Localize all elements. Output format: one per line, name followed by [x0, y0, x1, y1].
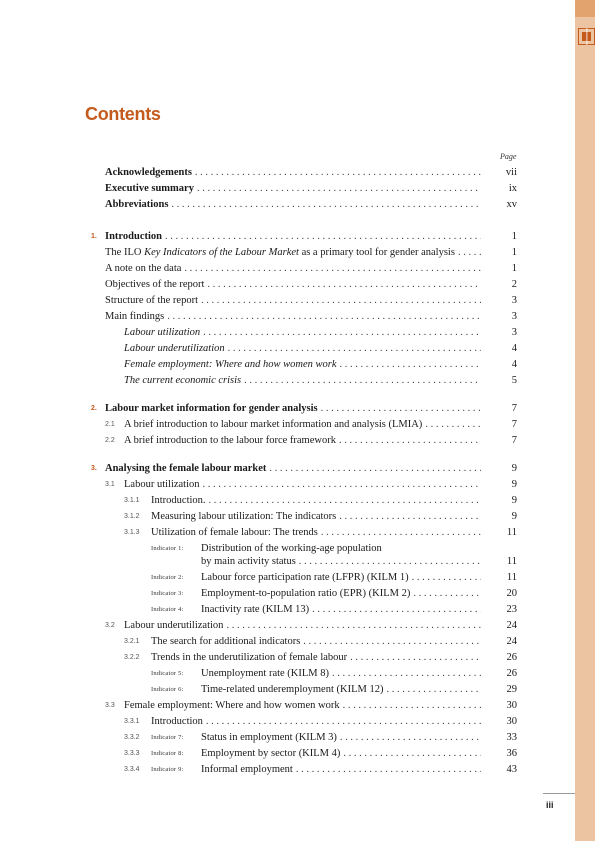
chapter-number: 3.: [91, 465, 97, 472]
section-number: 3.3.3: [124, 750, 140, 757]
section-number: 3.1.3: [124, 529, 140, 536]
toc-entry-economic-crisis[interactable]: [0, 375, 575, 389]
chapter-number: 2.: [91, 405, 97, 412]
toc-entry-labour-utilization[interactable]: [0, 327, 575, 341]
leader-dots: [203, 327, 481, 338]
indicator-number: Indicator 1:: [151, 545, 184, 552]
toc-title: Analysing the female labour market: [105, 463, 267, 474]
toc-section-3-3-4[interactable]: [0, 764, 575, 778]
leader-dots: [299, 556, 481, 567]
toc-page: 30: [506, 716, 517, 727]
section-number: 2.1: [105, 421, 115, 428]
toc-page: 1: [511, 231, 517, 242]
toc-title: Introduction: [105, 231, 162, 242]
toc-page: 3: [511, 295, 517, 306]
section-number: 3.2.2: [124, 654, 140, 661]
toc-page: 7: [511, 403, 517, 414]
toc-title: Labour underutilization: [124, 343, 225, 354]
toc-title: Employment by sector (KILM 4): [201, 748, 341, 759]
leader-dots: [195, 167, 481, 178]
leader-dots: [386, 684, 481, 695]
leader-dots: [244, 375, 481, 386]
toc-page: 3: [511, 311, 517, 322]
toc-title: Trends in the underutilization of female labour: [151, 652, 348, 663]
toc-entry-executive-summary[interactable]: [0, 183, 575, 197]
toc-title: Introduction.: [151, 495, 206, 506]
leader-dots: [413, 588, 481, 599]
toc-page: 33: [506, 732, 517, 743]
toc-entry-ilo-kilm[interactable]: [0, 247, 575, 261]
toc-page: 9: [511, 479, 517, 490]
toc-title: Utilization of female labour: The trends: [151, 527, 318, 538]
toc-title: by main activity status: [201, 556, 296, 567]
toc-page: 26: [506, 652, 517, 663]
section-number: 3.2: [105, 622, 115, 629]
toc-section-3-2[interactable]: [0, 620, 575, 634]
section-number: 3.3.2: [124, 734, 140, 741]
toc-page: ix: [508, 183, 517, 194]
toc-entry-structure[interactable]: [0, 295, 575, 309]
leader-dots: [203, 479, 481, 490]
toc-page: 7: [511, 435, 517, 446]
leader-dots: [171, 199, 481, 210]
toc-title: Labour market information for gender analysis: [105, 403, 318, 414]
indicator-number: Indicator 6:: [151, 686, 184, 693]
toc-entry-acknowledgements[interactable]: [0, 167, 575, 181]
folio-rule: [543, 793, 575, 794]
leader-dots: [350, 652, 481, 663]
toc-indicator-1-line-1[interactable]: [0, 543, 575, 557]
toc-title: Abbreviations: [105, 199, 169, 210]
chapter-number: 1.: [91, 233, 97, 240]
toc-indicator-1-line-2[interactable]: [0, 556, 575, 570]
toc-title: Executive summary: [105, 183, 194, 194]
toc-title: Female employment: Where and how women work: [124, 359, 337, 370]
indicator-number: Indicator 9:: [151, 766, 184, 773]
toc-indicator-6[interactable]: [0, 684, 575, 698]
leader-dots: [339, 511, 481, 522]
toc-page: vii: [505, 167, 517, 178]
toc-page: 3: [511, 327, 517, 338]
indicator-number: Indicator 7:: [151, 734, 184, 741]
toc-entry-female-employment[interactable]: [0, 359, 575, 373]
toc-section-3-3-1[interactable]: [0, 716, 575, 730]
toc-entry-labour-underutilization[interactable]: [0, 343, 575, 357]
leader-dots: [165, 231, 481, 242]
toc-title: Informal employment: [201, 764, 293, 775]
toc-section-3-3-2[interactable]: [0, 732, 575, 746]
toc-title: Labour force participation rate (LFPR) (KILM 1): [201, 572, 409, 583]
toc-page: 43: [506, 764, 517, 775]
toc-entry-note-on-data[interactable]: [0, 263, 575, 277]
toc-title: Labour utilization: [124, 479, 200, 490]
leader-dots: [209, 495, 481, 506]
toc-title: Labour underutilization: [124, 620, 224, 631]
toc-page: xv: [506, 199, 517, 210]
toc-title: Inactivity rate (KILM 13): [201, 604, 310, 615]
leader-dots: [296, 764, 481, 775]
leader-dots: [206, 716, 481, 727]
leader-dots: [321, 527, 481, 538]
section-number: 3.1.2: [124, 513, 140, 520]
toc-page: 4: [511, 359, 517, 370]
leader-dots: [197, 183, 481, 194]
section-number: 3.3.4: [124, 766, 140, 773]
indicator-number: Indicator 8:: [151, 750, 184, 757]
toc-page: 11: [506, 556, 517, 567]
toc-section-2-2[interactable]: [0, 435, 575, 449]
toc-title: Main findings: [105, 311, 165, 322]
toc-page: 11: [506, 572, 517, 583]
leader-dots: [343, 748, 481, 759]
leader-dots: [303, 636, 481, 647]
toc-page: 23: [506, 604, 517, 615]
leader-dots: [201, 295, 481, 306]
toc-section-3-3-3[interactable]: [0, 748, 575, 762]
leader-dots: [167, 311, 481, 322]
toc-section-3-1-2[interactable]: [0, 511, 575, 525]
toc-page: 9: [511, 463, 517, 474]
indicator-number: Indicator 3:: [151, 590, 184, 597]
toc-title: Labour utilization: [124, 327, 201, 338]
indicator-number: Indicator 2:: [151, 574, 184, 581]
toc-page: 1: [511, 247, 517, 258]
toc-page: 24: [506, 636, 517, 647]
toc-page: 30: [506, 700, 517, 711]
toc-title: A brief introduction to labour market information and analysis (LMIA): [124, 419, 423, 430]
leader-dots: [343, 700, 481, 711]
leader-dots: [228, 343, 481, 354]
toc-title: Acknowledgements: [105, 167, 192, 178]
toc-chapter-1[interactable]: [0, 231, 575, 245]
toc-indicator-5[interactable]: [0, 668, 575, 682]
toc-section-2-1[interactable]: [0, 419, 575, 433]
toc-page: 2: [511, 279, 517, 290]
toc-title: A brief introduction to the labour force framework: [124, 435, 336, 446]
toc-indicator-3[interactable]: [0, 588, 575, 602]
toc-title: Employment-to-population ratio (EPR) (KILM 2): [201, 588, 411, 599]
toc-section-3-2-1[interactable]: [0, 636, 575, 650]
toc-title: Unemployment rate (KILM 8): [201, 668, 330, 679]
section-number: 2.2: [105, 437, 115, 444]
leader-dots: [340, 732, 481, 743]
toc-page: 1: [511, 263, 517, 274]
toc-page: 36: [506, 748, 517, 759]
corner-block: [575, 0, 595, 17]
toc-section-3-2-2[interactable]: [0, 652, 575, 666]
leader-dots: [269, 463, 481, 474]
section-number: 3.1: [105, 481, 115, 488]
section-number: 3.1.1: [124, 497, 140, 504]
toc-page: 11: [506, 527, 517, 538]
toc-indicator-4[interactable]: [0, 604, 575, 618]
leader-dots: [425, 419, 481, 430]
section-number: 3.3.1: [124, 718, 140, 725]
leader-dots: [321, 403, 481, 414]
toc-section-3-1-1[interactable]: [0, 495, 575, 509]
toc-page: 20: [506, 588, 517, 599]
leader-dots: [458, 247, 481, 258]
toc-chapter-2[interactable]: [0, 403, 575, 417]
leader-dots: [412, 572, 481, 583]
leader-dots: [339, 359, 481, 370]
toc-page: 29: [506, 684, 517, 695]
leader-dots: [332, 668, 481, 679]
toc-page: 7: [511, 419, 517, 430]
toc-title: Structure of the report: [105, 295, 199, 306]
toc-title: A note on the data: [105, 263, 182, 274]
page-number: iii: [546, 800, 554, 810]
toc-page: 24: [506, 620, 517, 631]
toc-indicator-2[interactable]: [0, 572, 575, 586]
toc-page: 5: [511, 375, 517, 386]
toc-title: Objectives of the report: [105, 279, 205, 290]
toc-section-3-1-3[interactable]: [0, 527, 575, 541]
indicator-number: Indicator 5:: [151, 670, 184, 677]
toc-section-3-3[interactable]: [0, 700, 575, 714]
toc-page: 26: [506, 668, 517, 679]
toc-page: 9: [511, 511, 517, 522]
toc-title: Female employment: Where and how women work: [124, 700, 340, 711]
toc-title: Distribution of the working-age population: [201, 543, 382, 554]
section-number: 3.2.1: [124, 638, 140, 645]
toc-entry-main-findings[interactable]: [0, 311, 575, 325]
toc-entry-objectives[interactable]: [0, 279, 575, 293]
leader-dots: [207, 279, 481, 290]
toc-title: The ILO Key Indicators of the Labour Market as a primary tool for gender analysis: [105, 247, 455, 258]
contents-heading: Contents: [85, 104, 161, 124]
toc-entry-abbreviations[interactable]: [0, 199, 575, 213]
leader-dots: [184, 263, 481, 274]
corner-logo-mark: [578, 28, 595, 45]
toc-title: Measuring labour utilization: The indicators: [151, 511, 337, 522]
toc-title: The search for additional indicators: [151, 636, 301, 647]
page-edge-band: [575, 0, 595, 841]
leader-dots: [226, 620, 481, 631]
toc-page: 9: [511, 495, 517, 506]
indicator-number: Indicator 4:: [151, 606, 184, 613]
toc-title: Introduction: [151, 716, 203, 727]
section-number: 3.3: [105, 702, 115, 709]
toc-title: The current economic crisis: [124, 375, 242, 386]
toc-title: Status in employment (KILM 3): [201, 732, 337, 743]
toc-title: Time-related underemployment (KILM 12): [201, 684, 384, 695]
toc-chapter-3[interactable]: [0, 463, 575, 477]
toc-page: 4: [511, 343, 517, 354]
toc-section-3-1[interactable]: [0, 479, 575, 493]
page-column-label: Page: [500, 152, 517, 161]
leader-dots: [339, 435, 481, 446]
leader-dots: [312, 604, 481, 615]
